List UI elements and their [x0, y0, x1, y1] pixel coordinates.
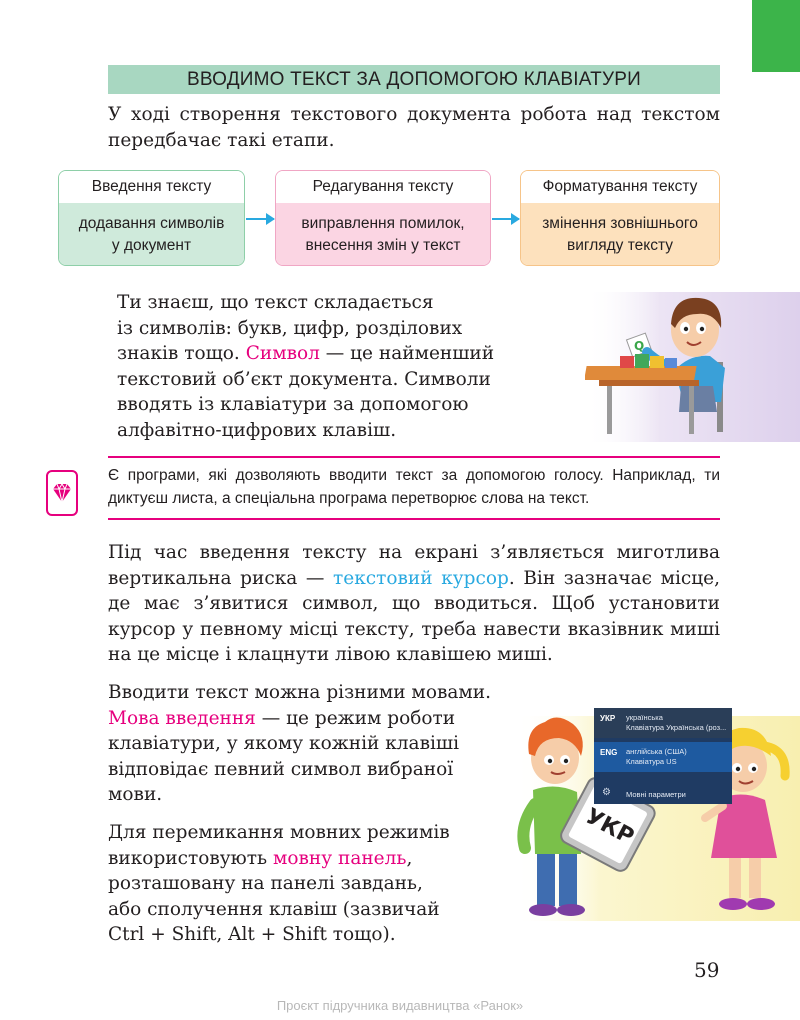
gear-icon: ⚙ — [602, 787, 611, 798]
term-symbol: Символ — [245, 343, 320, 364]
stage-body-line: у документ — [111, 237, 192, 254]
switch-paragraph — [108, 820, 508, 948]
language-paragraph — [108, 680, 513, 808]
text-line: із символів: букв, цифр, розділових — [117, 317, 463, 339]
text-line: Вводити текст можна різними мовами. — [108, 682, 492, 703]
language-line: англійська (США) — [626, 747, 687, 756]
stage-body-line: вигляду тексту — [566, 237, 674, 254]
stage-body-line: внесення змін у текст — [305, 237, 461, 254]
stage-editing — [275, 170, 491, 266]
text-line: мови. — [108, 784, 163, 805]
term-language-bar: мовну панель — [272, 847, 407, 869]
stage-body-line: змінення зовнішнього — [542, 215, 698, 232]
text-run: . Він зазначає місце, де має з’явитися символ, що вводиться. Щоб установити курсор у певному місці тексту, треба навести вказівник миші на це місце і клацнути лівою клавішею миші. — [108, 567, 720, 665]
intro-paragraph: У ході створення текстового документа робота над текстом передбачає такі етапи. — [108, 104, 720, 151]
text-line: або сполучення клавіш (зазвичай — [108, 898, 440, 920]
text-line: алфавітно-цифрових клавіш. — [117, 419, 397, 441]
language-option-eng[interactable] — [594, 742, 732, 772]
cursor-paragraph — [108, 540, 720, 668]
stage-body — [521, 203, 719, 266]
language-code: ENG — [600, 748, 618, 757]
text-line: текстовий об’єкт документа. Символи — [117, 368, 491, 390]
language-line: Клавіатура Українська (роз... — [626, 723, 727, 732]
stage-input — [58, 170, 245, 266]
language-code: УКР — [600, 714, 616, 723]
text-line: клавіатури, у якому кожній клавіші — [108, 733, 460, 754]
stage-formatting — [520, 170, 720, 266]
language-panel — [594, 708, 732, 804]
text-line: — це найменший — [319, 343, 495, 364]
boy-with-cards-illustration — [585, 290, 800, 442]
arrow-right-icon — [246, 218, 274, 220]
tablet-label: УКР — [581, 803, 638, 851]
text-line: — це режим роботи — [255, 707, 456, 729]
term-text-cursor: текстовий курсор — [333, 567, 509, 589]
term-input-language: Мова введення — [108, 707, 256, 729]
text-line: Для перемикання мовних режимів — [108, 822, 450, 843]
language-option-ukr[interactable] — [594, 708, 732, 738]
language-line: Клавіатура US — [626, 757, 677, 766]
note-divider-bottom — [108, 518, 720, 520]
text-line: , — [406, 847, 413, 869]
footer-note: Проєкт підручника видавництва «Ранок» — [276, 998, 524, 1013]
language-name — [626, 747, 687, 767]
stage-body — [59, 203, 244, 266]
language-line: українська — [626, 713, 663, 722]
stage-title: Форматування тексту — [521, 171, 719, 203]
note-text: Є програми, які дозволяють вводити текст за допомогою голосу. Наприклад, ти диктуєш листа, а спеціальна програма перетворює слова на текст. — [108, 467, 720, 507]
text-run: Під час введення тексту на екрані з’являється миготлива вертикальна риска — — [108, 542, 720, 589]
text-line: знаків тощо. — [117, 343, 246, 364]
stage-title: Редагування тексту — [276, 171, 490, 203]
note-divider-top — [108, 456, 720, 458]
svg-text:Q: Q — [634, 339, 645, 353]
stage-body — [276, 203, 490, 266]
diamond-icon — [46, 470, 78, 516]
page-number: 59 — [694, 958, 720, 982]
symbol-paragraph — [117, 290, 527, 443]
stage-body-line: виправлення помилок, — [301, 215, 465, 232]
stage-body-line: додавання символів — [78, 215, 225, 232]
arrow-right-icon — [492, 218, 519, 220]
language-settings-link[interactable] — [594, 782, 732, 812]
stage-title: Введення тексту — [59, 171, 244, 203]
text-line: використовують — [108, 847, 273, 869]
text-line: Ctrl + Shift, Alt + Shift тощо). — [108, 924, 396, 945]
text-line: відповідає певний символ вибраної — [108, 758, 454, 780]
section-title: ВВОДИМО ТЕКСТ ЗА ДОПОМОГОЮ КЛАВІАТУРИ — [108, 65, 720, 94]
language-settings-label: Мовні параметри — [626, 790, 686, 799]
text-line: розташовану на панелі завдань, — [108, 873, 423, 894]
chapter-tab — [752, 0, 800, 72]
language-name — [626, 713, 726, 733]
text-line: Ти знаєш, що текст складається — [117, 292, 434, 313]
text-line: вводять із клавіатури за допомогою — [117, 394, 469, 415]
